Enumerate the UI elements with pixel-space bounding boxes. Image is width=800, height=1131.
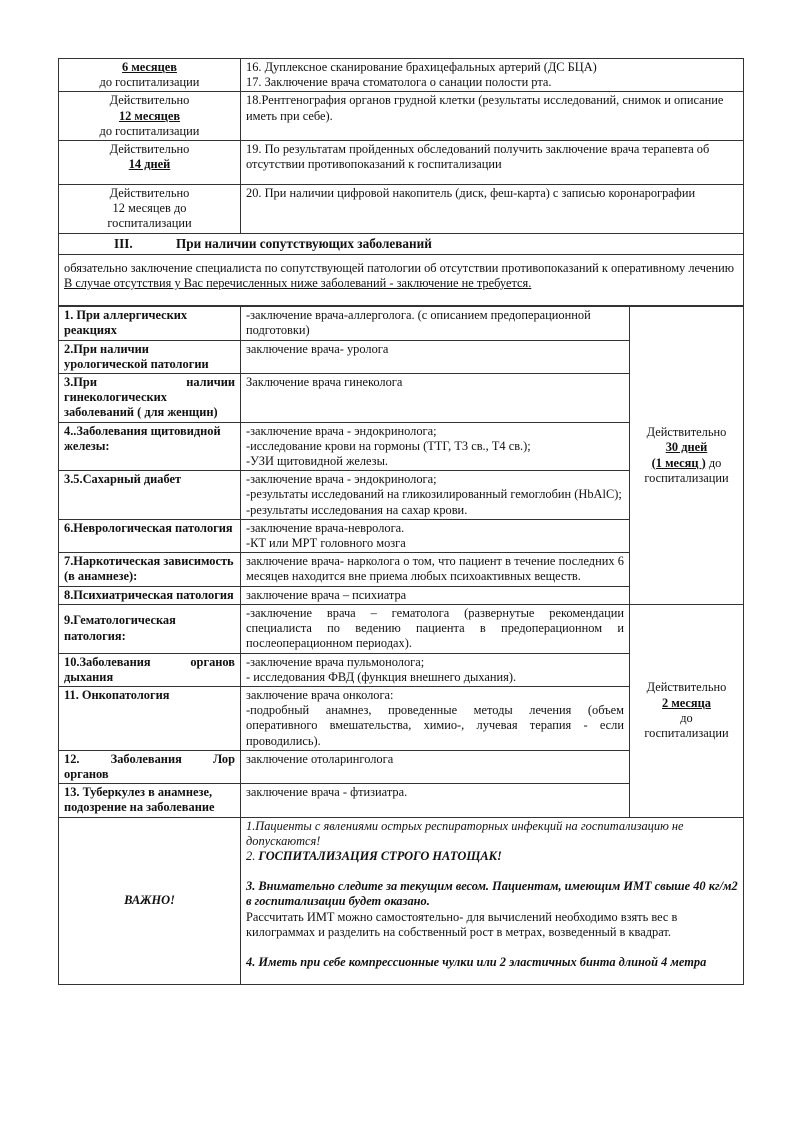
important-note-3-detail: Рассчитать ИМТ можно самостоятельно- для вычислений необходимо взять вес в килограммах и разделить на собственный рост в метрах, возведенный в квадрат.: [246, 909, 678, 939]
condition-name: 6.Неврологическая патология: [59, 519, 241, 552]
important-row: [59, 817, 744, 985]
section-note-underlined: В случае отсутствия у Вас перечисленных ниже заболеваний - заключение не требуется.: [64, 276, 532, 291]
condition-name-part: наличии: [186, 375, 235, 390]
section-note-row: [59, 254, 744, 305]
condition-name: 13. Туберкулез в анамнезе, подозрение на заболевание: [59, 784, 241, 817]
item-20: 20. При наличии цифровой накопитель (диск, феш-карта) с записью коронарографии: [246, 186, 696, 201]
requirement-line: заключение врача онколога:: [246, 687, 394, 702]
validity-30-days: [630, 307, 744, 605]
validity-period-alt: (1 месяц ): [651, 455, 706, 470]
top-table: [58, 58, 744, 306]
condition-requirement: [241, 471, 630, 520]
condition-requirement: -заключение врача-аллерголога. (с описанием предоперационной подготовки): [241, 307, 630, 340]
validity-suffix: до: [680, 710, 693, 725]
condition-name-part: Заболевания: [110, 751, 182, 766]
condition-name: 3.5.Сахарный диабет: [59, 471, 241, 520]
items-cell: [241, 141, 744, 185]
condition-requirement: [241, 653, 630, 686]
validity-note: госпитализации: [644, 725, 729, 740]
condition-name: 1. При аллергических реакциях: [59, 307, 241, 340]
condition-name: [59, 653, 241, 686]
requirement-line: -исследование крови на гормоны (ТТГ, Т3 св., Т4 св.);: [246, 438, 531, 453]
table-row: [59, 307, 744, 340]
condition-name: [59, 750, 241, 783]
validity-period: 12 месяцев: [118, 108, 181, 123]
validity-label: Действительно: [109, 93, 190, 108]
validity-note: госпитализации: [107, 216, 192, 231]
important-note-3: 3. Внимательно следите за текущим весом. Пациентам, имеющим ИМТ свыше 40 кг/м2 в госпитализации будет оказано.: [246, 879, 738, 909]
section-note-text: обязательно заключение специалиста по сопутствующей патологии об отсутствии противопоказаний к оперативному лечению: [64, 260, 734, 275]
condition-name-part: 12.: [64, 751, 80, 766]
condition-requirement: -заключение врача – гематолога (развернутые рекомендации специалиста по ведению пациента в предоперационном и послеоперационном периодах).: [241, 604, 630, 653]
item-19: 19. По результатам пройденных обследований получить заключение врача терапевта об отсутствии противопоказаний к госпитализации: [246, 142, 710, 172]
condition-name: 7.Наркотическая зависимость (в анамнезе):: [59, 553, 241, 586]
condition-name: 8.Психиатрическая патология: [59, 586, 241, 604]
validity-period: 14 дней: [128, 157, 171, 172]
validity-2-months: [630, 604, 744, 817]
requirement-line: - исследования ФВД (функция внешнего дыхания).: [246, 669, 517, 684]
condition-name: 9.Гематологическая патология:: [59, 604, 241, 653]
section-note: [59, 254, 744, 305]
condition-name-part: органов: [190, 654, 235, 669]
requirement-line: -КТ или МРТ головного мозга: [246, 536, 406, 551]
section-number: III.: [114, 235, 133, 251]
requirement-line: -УЗИ щитовидной железы.: [246, 454, 388, 469]
table-row: [59, 59, 744, 92]
condition-name: 4..Заболевания щитовидной железы:: [59, 422, 241, 471]
important-note-2-number: 2.: [246, 848, 259, 863]
validity-suffix: до: [705, 455, 722, 470]
validity-label: Действительно: [646, 425, 727, 440]
condition-name-rest: дыхания: [64, 669, 114, 684]
items-cell: [241, 185, 744, 234]
validity-period: 30 дней: [665, 440, 708, 455]
section-header-row: [59, 233, 744, 254]
section-title: При наличии сопутствующих заболеваний: [176, 235, 432, 251]
condition-name: [59, 374, 241, 423]
requirement-line: -подробный анамнез, проведенные методы лечения (объем оперативного вмешательства, химио-, лучевая терапия - если проводились).: [246, 703, 624, 748]
condition-name-rest: органов: [64, 766, 109, 781]
condition-requirement: Заключение врача гинеколога: [241, 374, 630, 423]
validity-cell: [59, 185, 241, 234]
requirement-line: -заключение врача-невролога.: [246, 520, 405, 535]
condition-requirement: [241, 422, 630, 471]
validity-label: Действительно: [109, 142, 190, 157]
condition-name-part: 10.Заболевания: [64, 654, 151, 669]
table-row: [59, 141, 744, 185]
important-content: [241, 817, 744, 985]
validity-cell: [59, 92, 241, 141]
condition-name: 2.При наличии урологической патологии: [59, 340, 241, 373]
requirement-line: -заключение врача - эндокринолога;: [246, 472, 437, 487]
requirement-line: -результаты исследований на гликозилированный гемоглобин (HbAlC);: [246, 487, 622, 502]
validity-label: Действительно: [646, 680, 727, 695]
items-cell: [241, 92, 744, 141]
condition-name-rest: гинекологических заболеваний ( для женщин): [64, 390, 218, 420]
requirement-line: -заключение врача - эндокринолога;: [246, 423, 437, 438]
requirement-line: -заключение врача пульмонолога;: [246, 654, 425, 669]
validity-note: госпитализации: [644, 470, 729, 485]
validity-note: до госпитализации: [99, 123, 200, 138]
item-16: 16. Дуплексное сканирование брахицефальных артерий (ДС БЦА): [246, 60, 597, 74]
requirement-line: -результаты исследования на сахар крови.: [246, 502, 468, 517]
validity-cell: [59, 59, 241, 92]
table-row: [59, 185, 744, 234]
validity-label: Действительно: [109, 186, 190, 201]
validity-note: до госпитализации: [99, 75, 200, 90]
validity-cell: [59, 141, 241, 185]
validity-period: 2 месяца: [662, 695, 711, 710]
validity-period: 6 месяцев: [122, 60, 177, 74]
condition-requirement: заключение врача- уролога: [241, 340, 630, 373]
section-header: [59, 233, 744, 254]
item-18: 18.Рентгенография органов грудной клетки (результаты исследований, снимок и описание иметь при себе).: [246, 93, 724, 123]
condition-requirement: заключение врача – психиатра: [241, 586, 630, 604]
validity-period: 12 месяцев до: [112, 201, 187, 216]
condition-name-part: Лор: [212, 751, 235, 766]
condition-name: 11. Онкопатология: [59, 686, 241, 750]
condition-requirement: заключение врача - фтизиатра.: [241, 784, 630, 817]
items-cell: [241, 59, 744, 92]
condition-requirement: заключение врача- нарколога о том, что пациент в течение последних 6 месяцев находится вне приема любых психоактивных веществ.: [241, 553, 630, 586]
condition-name-part: 3.При: [64, 375, 97, 390]
condition-requirement: [241, 519, 630, 552]
condition-requirement: [241, 686, 630, 750]
item-17: 17. Заключение врача стоматолога о санации полости рта.: [246, 75, 552, 90]
condition-requirement: заключение отоларинголога: [241, 750, 630, 783]
conditions-table: [58, 306, 744, 985]
important-note-1: 1.Пациенты с явлениями острых респираторных инфекций на госпитализацию не допускаются!: [246, 818, 684, 848]
important-note-2: ГОСПИТАЛИЗАЦИЯ СТРОГО НАТОЩАК!: [258, 848, 502, 863]
document-page: [58, 58, 743, 985]
important-label: ВАЖНО!: [59, 817, 241, 985]
table-row: [59, 604, 744, 653]
important-note-4: 4. Иметь при себе компрессионные чулки или 2 эластичных бинта длиной 4 метра: [246, 954, 707, 969]
table-row: [59, 92, 744, 141]
